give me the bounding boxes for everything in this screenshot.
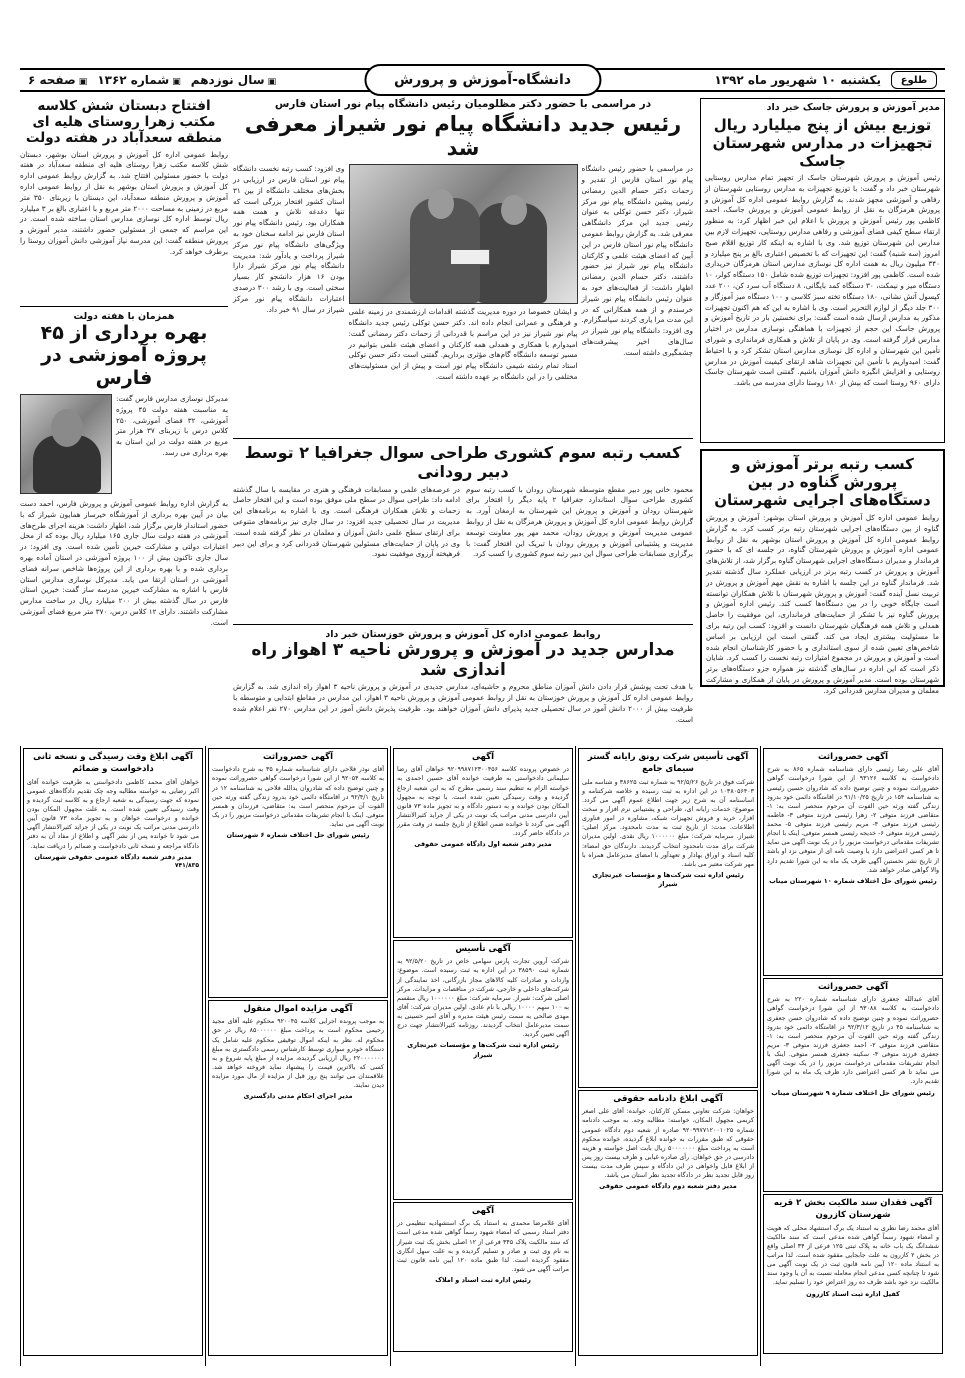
ad-item — [393, 1202, 573, 1352]
ad-column-2 — [575, 746, 760, 1366]
ad-title: آگهی — [471, 752, 495, 762]
ad-title: آگهی ابلاغ دادنامه حقوقی — [613, 1094, 723, 1104]
divider — [233, 438, 693, 439]
ad-signature: رئیس شورای حل اختلاف شماره ۱۰ شهرستان میناب — [769, 876, 937, 885]
fars-top — [20, 394, 228, 496]
jask-headline: توزیع بیش از پنج میلیارد ریال تجهیزات در مدارس شهرستان جاسک — [712, 116, 933, 170]
pnu-story-body — [233, 164, 693, 434]
genaveh-headline: کسب رتبه برتر آموزش و پرورش گناوه در بین دستگاه‌های اجرایی شهرستان — [714, 455, 931, 509]
official-portrait — [20, 394, 112, 494]
jask-story — [700, 98, 945, 443]
ad-body: به موجب پرونده اجرایی کلاسه ۹۲۰۰۴۵ محکوم علیه آقای مجید رحیمی محکوم است به پرداخت مبلغ ۸۵۰۰۰۰۰۰ ریال در حق محکوم له. نظر به اینکه اموال توقیفی محکوم علیه شامل یک دستگاه خودرو سواری توسط کارشناس رسمی دادگستری به مبلغ ۲۲۰۰۰۰۰۰۰ ریال ارزیابی گردیده، مزایده از مبلغ پایه شروع و به کسی که بالاترین قیمت را پیشنهاد نماید فروخته خواهد شد. علاقمندان می توانند پنج روز قبل از مزایده از مال مورد مزایده دیدن نمایند. — [212, 1018, 385, 1090]
fars-headline: بهره برداری از ۴۵ پروژه آموزشی در فارس — [40, 321, 208, 390]
ad-item — [763, 748, 943, 976]
ad-column-1 — [760, 746, 945, 1366]
legal-ads-section — [20, 746, 945, 1366]
ad-signature: رئیس شورای حل اختلاف شماره ۶ شهرستان — [226, 831, 370, 840]
ad-item — [208, 748, 388, 998]
ad-signature: مدیر دفتر شعبه دوم دادگاه عمومی حقوقی — [599, 1182, 737, 1191]
ad-title: آگهی ابلاغ وقت رسیدگی و نسخه ثانی دادخواست و ضمائم — [33, 752, 193, 775]
saadabad-body: روابط عمومی اداره کل آموزش و پرورش استان بوشهر، دبستان شش کلاسه مکتب زهرا روستای هلیه ای منطقه سعدآباد در هفته دولت با حضور مسئولین افتتاح شد. به گزارش روابط عمومی اداره کل آموزش و پرورش استان بوشهر به نقل از روابط عمومی اداره آموزش و پرورش منطقه سعدآباد، این دبستان با زیربنای ۳۵۰ متر مربع در زمینی به مساحت ۲۰۰۰ متر مربع و با اعتباری بالغ بر ۳ میلیارد ریال توسط اداره کل نوسازی مدارس استان ساخته شده است. در این مراسم که جمعی از مسئولین حضور داشتند، مدیر آموزش و پرورش منطقه گفت: این مدرسه نیاز آموزشی دانش آموزان روستا را برطرف خواهد کرد. — [20, 149, 228, 256]
rudan-col-2: در عرصه‌های علمی و مسابقات فرهنگی و هنری در مقایسه با سال گذشته ادامه داد: طراحی سوال در سطح ملی موفق بوده است و این افتخار حاصل زحمات و تلاش همکاران فرهنگی است. وی با اشاره به برنامه‌های این مدیریت در سال تحصیلی جدید افزود: در سال جاری نیز برنامه‌های متنوعی برای ارتقای سطح علمی دانش آموزان و معلمان در نظر گرفته شده است. وی در پایان از حمایت‌های مسئولین شهرستان قدردانی کرد و برای این دبیر فرهیخته آرزوی موفقیت نمود. — [233, 484, 460, 559]
ad-body: آقای محمد رضا نظری به استناد یک برگ استشهاد محلی که هویت و امضاء شهود رسماً گواهی شده مدعی است که سند مالکیت ششدانگ یک باب خانه به پلاک ثبتی ۱۲۵ فرعی از ۳۴ اصلی واقع در بخش ۲ کازرون به علت جابجایی مفقود شده است. لذا مراتب به استناد ماده ۱۲۰ آیین نامه قانون ثبت در یک نوبت آگهی می شود تا چنانچه کسی مدعی انجام معامله نسبت به آن یا وجود سند مالکیت نزد خود باشد ظرف ده روز اعتراض خود را تسلیم نماید. — [767, 1224, 940, 1287]
fars-body-top: مدیرکل نوسازی مدارس فارس گفت: به مناسبت هفته دولت ۴۵ پروژه آموزشی، ۳۲ فضای آموزشی، ۲۵۰ کلاس درس با زیربنای ۳۷ هزار متر مربع در هفته دولت در این استان به بهره برداری می رسد. — [116, 393, 228, 457]
fars-kicker: همزمان با هفته دولت — [73, 310, 175, 322]
volume-year: ▣ سال نوزدهم — [191, 73, 276, 87]
ad-item — [208, 1000, 388, 1356]
jask-kicker: مدیر آموزش و پرورش جاسک خبر داد — [766, 102, 940, 113]
rudan-body — [233, 485, 693, 620]
pnu-headline: رئیس جدید دانشگاه پیام نور شیراز معرفی شد — [244, 112, 682, 161]
divider — [20, 306, 228, 307]
photo-head-right — [501, 195, 527, 225]
ad-body: آقای علی رضا رئیسی دارای شناسنامه شماره ۸۶۵ به شرح دادخواست به کلاسه ۹۳۱۲۶ از این شورا درخواست گواهی حصروراثت نموده و چنین توضیح داده که شادروان حسین رئیسی به شناسنامه ۱۵۴ در تاریخ ۹۱/۱۰/۲۵ در اقامتگاه دائمی خود بدرود زندگی گفته ورثه حین الفوت آن مرحوم منحصر است به: ۱- متقاضی فرزند متوفی ۲- زهرا رئیسی فرزند متوفی ۳- فاطمه رئیسی فرزند متوفی ۴- مریم رئیسی فرزند متوفی ۵- محمد رئیسی فرزند متوفی ۶- خدیجه رئیسی همسر متوفی. اینک با انجام تشریفات مقدماتی درخواست مزبور را در یک نوبت آگهی می نماید تا هر کسی اعتراضی دارد یا وصیت نامه ای از متوفی نزد او باشد از تاریخ نشر نخستین آگهی ظرف یک ماه به این شورا تقدیم دارد والا گواهی صادر خواهد شد. — [767, 766, 939, 874]
ad-signature: رئیس اداره ثبت شرکت‌ها و مؤسسات غیرتجاری شیراز — [407, 1041, 559, 1059]
handshake-photo — [349, 164, 578, 304]
ad-title: آگهی مزایده اموال منقول — [243, 1004, 353, 1014]
ad-body: شرکت آروین تجارت پارس سهامی خاص در تاریخ ۹۲/۵/۲۰ به شماره ثبت ۳۸۵۹۰ در این اداره به ثبت رسیده است. موضوع: واردات و صادرات کلیه کالاهای مجاز بازرگانی، اخذ نمایندگی از شرکت‌های داخلی و خارجی، شرکت در مناقصات و مزایدات. مرکز اصلی شرکت: شیراز. سرمایه شرکت: مبلغ ۱۰۰۰۰۰۰ ریال منقسم به ۱۰۰ سهم ۱۰۰۰۰ ریالی با نام عادی. اولین مدیران شرکت: آقای مهدی صالحی به سمت رئیس هیئت مدیره و آقای امیر حسینی به سمت مدیرعامل انتخاب گردیدند. روزنامه کثیرالانتشار جهت درج آگهی تعیین گردید. — [397, 958, 570, 1039]
portrait-head — [51, 409, 83, 447]
ad-item — [393, 940, 573, 1200]
section-title: دانشگاه-آموزش و پرورش — [364, 64, 601, 96]
pnu-col-2: وی افزود: کسب رتبه نخست دانشگاه پیام نور استان فارس در ارزیابی در بخش‌های مختلف دانشگاه از بین ۳۱ استان کشور افتخار بزرگی است که تنها دغدغه تلاش و همت همه همکاران بود. رئیس دانشگاه پیام نور استان فارس نیز ادامه سخنان خود به ویژگی‌های دانشگاه پیام نور مرکز شیراز پرداخت و یادآور شد: مدیریت دانشگاه پیام نور مرکز شیراز دارا بودن ۱۶ هزار دانشجو کار بسیار سختی است. وی با رشد ۳۰۰ درصدی اعتبارات دانشگاه پیام نور مرکز شیراز در سال ۹۱ خبر داد. — [233, 164, 345, 314]
pnu-col-3: و ایشان خصوصا در دوره مدیریت گذشته اقدامات ارزشمندی در زمینه علمی و فرهنگی و عمرانی انجام داده اند. دکتر حسن توکلی رئیس جدید دانشگاه پیام نور شیراز نیز در این مراسم با قدردانی از زحمات دکتر رمضانی گفت: امیدوارم با همکاری و همدلی همه کارکنان و اعضای هیئت علمی بتوانیم در مسیر توسعه دانشگاه گام‌های مؤثری برداریم. گفتنی است دکتر حسن توکلی استاد تمام رشته شیمی دانشگاه پیام نور است و پیش از این مسئولیت‌های مختلفی را در این دانشگاه بر عهده داشته است. — [348, 307, 578, 382]
ad-column-4 — [205, 746, 390, 1366]
ad-signature: رئیس اداره ثبت اسناد و املاک — [435, 1276, 531, 1285]
ad-title: آگهی حصروراثت — [262, 752, 334, 762]
pnu-kicker: در مراسمی با حضور دکتر مظلومیان رئیس دانشگاه پیام نور استان فارس — [274, 98, 652, 110]
photo-plaque — [450, 249, 490, 265]
ad-column-3 — [390, 746, 575, 1366]
ad-code: ۷۴۱/۸۳۵ — [174, 862, 199, 870]
ad-body: آقای نوذر فلاحی دارای شناسنامه شماره ۳۵ به شرح دادخواست به کلاسه ۹۲۰۵۴ از این شورا درخواست گواهی حصروراثت نموده و چنین توضیح داده که شادروان یدالله فلاحی به شناسنامه ۱۲ در تاریخ ۹۲/۴/۱ در اقامتگاه دائمی خود بدرود زندگی گفته ورثه حین الفوت آن مرحوم منحصر است به: متقاضی، فرزندان و همسر متوفی. اینک با انجام تشریفات مقدماتی درخواست مزبور را در یک نوبت آگهی می نماید. — [212, 766, 384, 829]
issue-number: ▣ شماره ۱۳۶۲ — [97, 73, 180, 87]
page-number: ▣ صفحه ۶ — [28, 73, 87, 87]
ad-body: خواهان آقای محمد کاظمی دادخواستی به طرفیت خوانده آقای اکبر رضایی به خواسته مطالبه وجه چک تقدیم دادگاه‌های عمومی نموده که جهت رسیدگی به شعبه ارجاع و به کلاسه ثبت گردیده و وقت رسیدگی تعیین شده است. به علت مجهول المکان بودن خوانده و درخواست خواهان و به تجویز ماده ۷۳ قانون آیین دادرسی مدنی مراتب یک نوبت در یکی از جراید کثیرالانتشار آگهی می شود تا خوانده پس از نشر آگهی و اطلاع از مفاد آن به دفتر دادگاه مراجعه و نسخه ثانی دادخواست و ضمائم را دریافت نماید. — [27, 778, 199, 850]
masthead — [20, 68, 945, 92]
ad-body: در خصوص پرونده کلاسه ۹۲۰۹۹۸۷۱۲۳۰۰۴۵۶ خواهان آقای رضا سلیمانی دادخواستی به طرفیت خوانده آقای حسین احمدی به خواسته الزام به تنظیم سند رسمی مطرح که به این شعبه ارجاع گردیده و وقت رسیدگی تعیین شده است. با توجه به مجهول المکان بودن خوانده و به دستور دادگاه و به تجویز ماده ۷۳ قانون آیین دادرسی مدنی مراتب یک نوبت در یکی از جراید کثیرالانتشار آگهی می گردد تا خوانده ضمن اطلاع از تاریخ جلسه در وقت مقرر در دادگاه حاضر گردد. — [397, 766, 569, 838]
ad-signature: کفیل اداره ثبت اسناد کازرون — [806, 1289, 900, 1298]
rudan-col-1: محمود خانی پور دبیر مقطع متوسطه شهرستان رودان با کسب رتبه سوم کشوری طراحی سوال استاندارد جغرافیا ۲ پایه دیگر را افتخار برای شهرستان رودان و آموزش و پرورش این شهرستان به ارمغان آورد. به گزارش روابط عمومی اداره کل آموزش و پرورش هرمزگان به نقل از روابط عمومی مدیریت آموزش و پرورش رودان، محمد مهر پور معاونت توسعه مدیریت و پشتیبانی آموزش و پرورش رودان با تبریک این افتخار گفت: با برگزاری مسابقات طراحی سوال این دبیر رتبه سوم کشوری را کسب کرد. — [466, 484, 693, 559]
ad-item — [763, 978, 943, 1192]
newspaper-logo: طلوع — [891, 71, 937, 89]
photo-head-left — [428, 189, 454, 219]
ad-item — [393, 748, 573, 938]
ad-title: آگهی — [471, 1206, 495, 1216]
ad-item — [578, 748, 758, 1088]
ad-signature: مدیر دفتر شعبه اول دادگاه عمومی حقوقی — [414, 840, 552, 849]
left-column — [20, 98, 228, 738]
ad-title: آگهی فقدان سند مالکیت بخش ۲ قریه شهرستان کازرون — [773, 1198, 933, 1221]
masthead-left — [28, 73, 276, 87]
jask-body: رئیس آموزش و پرورش شهرستان جاسک از تجهیز تمام مدارس روستایی شهرستان خبر داد و گفت: با توزیع تجهیزات به مدارس روستایی شهرستان از رفاهی و آموزشی مجهز شدند. به گزارش روابط عمومی اداره کل آموزش و پرورش هرمزگان به نقل از روابط عمومی آموزش و پرورش جاسک، احمد کاظمی پور رئیس آموزش و پرورش با اعلام این خبر اظهار کرد: به منظور ارتقاء سطح کیفی فضای آموزشی و رفاهی مدارس روستایی، تجهیزات لازم بین مدارس این شهرستان توزیع شد. وی با اشاره به اینکه کار توزیع اقلام صبح امروز (سه شنبه) گفت: این تجهیزات که با تخصیص اعتباری بالغ بر پنج میلیارد و ۳۴۰ میلیون ریال به همت اداره کل نوسازی مدارس استان هرمزگان خریداری شده است. کاظمی پور افزود: تجهیزات توزیع شده شامل ۱۵۰ دستگاه کولر، ۱۰ دستگاه میز و نیمکت، ۳۰ دستگاه کمد بایگانی، ۸ دستگاه آب سرد کن، ۲۰۰ عدد کپسول آتش نشانی، ۱۸۰ دستگاه تخته سبز کلاسی و ۱۰۰ دستگاه میز آموزگار و ۳۰۰ جلد دیگر از لوازم التحریر است. وی با اشاره به این که هم اکنون تجهیزات مذکور به مدارس ارسال شده است گفت: برای نخستین بار در تاریخ آموزش و پرورش جاسک این حجم از تجهیزات با هماهنگی نوسازی مدارس در اختیار مدارس قرار گرفته است. وی در پایان از تلاش و همکاری فرمانداری و شورای تأمین این شهرستان و اداره کل نوسازی مدارس استان تشکر کرد و با احتیاط گفت: امیدواریم با تأمین این تجهیزات شاهد ارتقای کیفیت آموزش در مدارس روستایی و افزایش انگیزه دانش آموزان باشیم. گفتنی است شهرستان جاسک دارای ۹۶۰ روستا است که بیش از ۱۸۰ روستا دارای مدرسه می باشد. — [705, 173, 941, 388]
ad-title: آگهی حصروراثت — [817, 982, 889, 992]
center-column — [233, 98, 693, 743]
masthead-right — [714, 71, 937, 89]
right-column — [700, 98, 945, 693]
rudan-headline: کسب رتبه سوم کشوری طراحی سوال جغرافیا ۲ توسط دبیر رودانی — [244, 443, 682, 482]
divider — [233, 624, 693, 625]
ad-title: آگهی تأسیس — [455, 944, 511, 954]
pnu-col-1: در مراسمی با حضور رئیس دانشگاه پیام نور استان فارس از تقدیر و زحمات دکتر حسام الدین رمضانی رئیس پیشین دانشگاه پیام نور مرکز شیراز، دکتر حسن توکلی به عنوان رئیس جدید این مرکز دانشگاهی معرفی شد. به گزارش روابط عمومی دانشگاه پیام نور استان فارس در این آیین که اعضای هیئت علمی و کارکنان دانشگاه پیام نور شیراز نیز حضور داشتند، دکتر حسام الدین رمضانی اظهار داشت: از فعالیت‌های خود به عنوان رئیس دانشگاه پیام نور شیراز خرسندم و از همه همکارانی که در این مدت مرا یاری کردند سپاسگزارم. وی افزود: دانشگاه پیام نور شیراز در سال‌های اخیر پیشرفت‌های چشمگیری داشته است. — [581, 164, 693, 357]
ad-item — [23, 748, 203, 1356]
ad-signature: رئیس شورای حل اختلاف شماره ۹ شهرستان میناب — [771, 1088, 935, 1097]
ad-signature: مدیر دفتر شعبه دادگاه عمومی حقوقی شهرستان — [34, 852, 192, 861]
ad-title: آگهی تأسیس شرکت رونق رایانه گستر سیمای جامع — [587, 752, 749, 775]
ad-item — [763, 1194, 943, 1354]
ad-body: آقای غلامرضا محمدی به استناد یک برگ استشهادیه تنظیمی در دفتر اسناد رسمی که امضاء شهود رسماً گواهی شده مدعی است که سند مالکیت پلاک ۳۴۵ فرعی از ۱۲ اصلی بخش یک ثبت شیراز به نام وی ثبت و صادر و تسلیم گردیده و به علت سهل انگاری مفقود گردیده است. لذا طبق ماده ۱۲۰ آیین نامه قانون ثبت مراتب آگهی می شود. — [397, 1220, 569, 1273]
pnu-middle — [349, 164, 578, 434]
ad-meta — [27, 862, 199, 871]
ahvaz-kicker: روابط عمومی اداره کل آموزش و پرورش خوزستان خبر داد — [325, 628, 601, 640]
genaveh-story — [700, 449, 945, 695]
issue-date: یکشنبه ۱۰ شهریور ماه ۱۳۹۲ — [714, 73, 881, 87]
ad-signature: رئیس اداره ثبت شرکت‌ها و مؤسسات غیرتجاری شیراز — [592, 870, 744, 889]
ad-body: خواهان: شرکت تعاونی مسکن کارکنان، خوانده: آقای علی اصغر کریمی مجهول المکان، خواسته: مطالبه وجه. به موجب دادنامه شماره ۹۲۰۹۹۷۷۱۲۰۰۱۰۲۵ صادره از شعبه دوم دادگاه عمومی حقوقی که طبق مقررات به خوانده ابلاغ گردیده، خوانده محکوم است به پرداخت مبلغ ۵۰۰۰۰۰۰۰ ریال بابت اصل خواسته و هزینه دادرسی در حق خواهان. رأی صادره غیابی و ظرف بیست روز پس از ابلاغ قابل واخواهی در این دادگاه و سپس ظرف مدت بیست روز قابل تجدید نظر در دادگاه تجدید نظر استان می باشد. — [582, 1108, 755, 1180]
saadabad-headline: افتتاح دبستان شش کلاسه مکتب زهرا روستای هلیه ای منطقه سعدآباد در هفته دولت — [25, 98, 223, 147]
ad-signature: مدیر اجرای احکام مدنی دادگستری — [243, 1092, 353, 1101]
genaveh-body: روابط عمومی اداره کل آموزش و پرورش استان بوشهر: آموزش و پرورش گناوه از بین دستگاه‌های اجرایی شهرستان رتبه برتر کسب کرد. به گزارش روابط عمومی اداره کل آموزش و پرورش استان بوشهر به نقل از روابط عمومی اداره آموزش و پرورش شهرستان گناوه، در جلسه ای که با حضور فرماندار و مدیران دستگاه‌های اجرایی شهرستان گناوه برگزار شد، از تلاش‌های آموزش و پرورش در کسب رتبه برتر در ارزیابی عملکرد سال گذشته تقدیر شد. فرماندار گناوه در این جلسه با اشاره به نقش مهم آموزش و پرورش در تربیت نسل آینده گفت: آموزش و پرورش شهرستان با تلاش همکاران توانسته است جایگاه خوبی را در بین دستگاه‌ها کسب کند. رئیس اداره آموزش و پرورش گناوه نیز با تشکر از حمایت‌های فرمانداری، این موفقیت را حاصل همدلی و تلاش همه فرهنگیان شهرستان دانست و افزود: کسب این رتبه برای ما مسئولیت بیشتری ایجاد می کند. گفتنی است این ارزیابی بر اساس شاخص‌های تعیین شده از سوی استانداری و با حضور کارشناسان انجام شده است و آموزش و پرورش در مجموع امتیازات رتبه نخست را کسب کرد. شایان ذکر است که این اداره در سال‌های گذشته نیز همواره جزو دستگاه‌های برتر شهرستان بوده است. مدیر آموزش و پرورش در پایان از همکاری و مشارکت معلمان و مدیران مدارس قدردانی کرد. — [706, 513, 939, 695]
ad-body: شرکت فوق در تاریخ ۹۲/۵/۲۶ به شماره ثبت ۳۸۶۲۵ و شناسه ملی ۱۰۳۸۰۵۶۴۰۳ در این اداره به ثبت رسیده و خلاصه شرکتنامه و اساسنامه آن به شرح زیر جهت اطلاع عموم آگهی می گردد. موضوع: خدمات رایانه ای، طراحی و پشتیبانی نرم افزار و سخت افزار، خرید و فروش تجهیزات شبکه، مشاوره در امور فناوری اطلاعات. مدت: از تاریخ ثبت به مدت نامحدود. مرکز اصلی: شیراز. سرمایه شرکت: مبلغ ۱۰۰۰۰۰۰ ریال نقدی. اولین مدیران شرکت برای مدت نامحدود انتخاب گردیدند. دارندگان حق امضاء: کلیه اسناد و اوراق بهادار و تعهدآور با امضای مدیرعامل همراه با مهر شرکت معتبر می باشد. — [582, 778, 754, 868]
ad-column-5 — [20, 746, 205, 1366]
ad-item — [578, 1090, 758, 1356]
ahvaz-body: با هدف تحت پوشش قرار دادن دانش آموزان مناطق محروم و حاشیه‌ای، مدارس جدیدی در آموزش و پرورش ناحیه ۳ اهواز راه اندازی شد. به گزارش روابط عمومی اداره کل آموزش و پرورش خوزستان به نقل از روابط عمومی آموزش و پرورش ناحیه ۳ اهواز، این مدارس در مقاطع ابتدایی و متوسطه با ظرفیت بیش از ۲۰۰۰ دانش آموز در سال تحصیلی جدید پذیرای دانش آموزان خواهند بود. ظرفیت پذیرش دانش آموز در این مدارس ۲۷۰ نفر اعلام شده است. — [233, 682, 693, 724]
ahvaz-headline: مدارس جدید در آموزش و پرورش ناحیه ۳ اهواز راه اندازی شد — [251, 639, 675, 681]
fars-body: به گزارش اداره روابط عمومی آموزش و پرورش فارس، احمد دست بیان در آیین بهره برداری از آموزشگاه خیرساز همایون شیراز که با حضور استاندار فارس برگزار شد، اظهار داشت: هزینه اجرای طرح‌های آموزشی در هفته دولت سال جاری ۱۶۵ میلیارد ریال بوده که از محل اعتبارات دولتی و مشارکت خیرین تأمین شده است. وی افزود: در سال جاری تاکنون بیش از ۱۰۰ پروژه آموزشی در استان آماده بهره برداری شده و با بهره برداری از این پروژه‌ها شاخص سرانه فضای آموزشی در استان ارتقا می یابد. مدیرکل نوسازی مدارس استان فارس با اشاره به مشارکت خیرین مدرسه ساز گفت: خیرین استان فارس در سال گذشته بیش از ۲۰۰ میلیارد ریال در ساخت مدارس مشارکت داشتند. دارای ۱۲ کلاس درس، ۳۷۰ متر مربع فضای آموزشی است. — [20, 498, 228, 627]
ad-title: آگهی حصروراثت — [817, 752, 889, 762]
ad-body: آقای عبدالله جعفری دارای شناسنامه شماره ۲۲۰ به شرح دادخواست به کلاسه ۹۳۰۸۸ از این شورا درخواست گواهی حصروراثت نموده و چنین توضیح داده که شادروان حسن جعفری به شناسنامه ۴۵ در تاریخ ۹۲/۳/۱۲ در اقامتگاه دائمی خود بدرود زندگی گفته ورثه حین الفوت آن مرحوم منحصر است به: ۱- متقاضی فرزند متوفی ۲- احمد جعفری فرزند متوفی ۳- مریم جعفری فرزند متوفی ۴- سکینه جعفری همسر متوفی. اینک با انجام تشریفات مقدماتی درخواست مزبور را در یک نوبت آگهی می نماید تا هر کسی اعتراضی دارد ظرف یک ماه به این شورا تقدیم دارد. — [767, 996, 939, 1086]
